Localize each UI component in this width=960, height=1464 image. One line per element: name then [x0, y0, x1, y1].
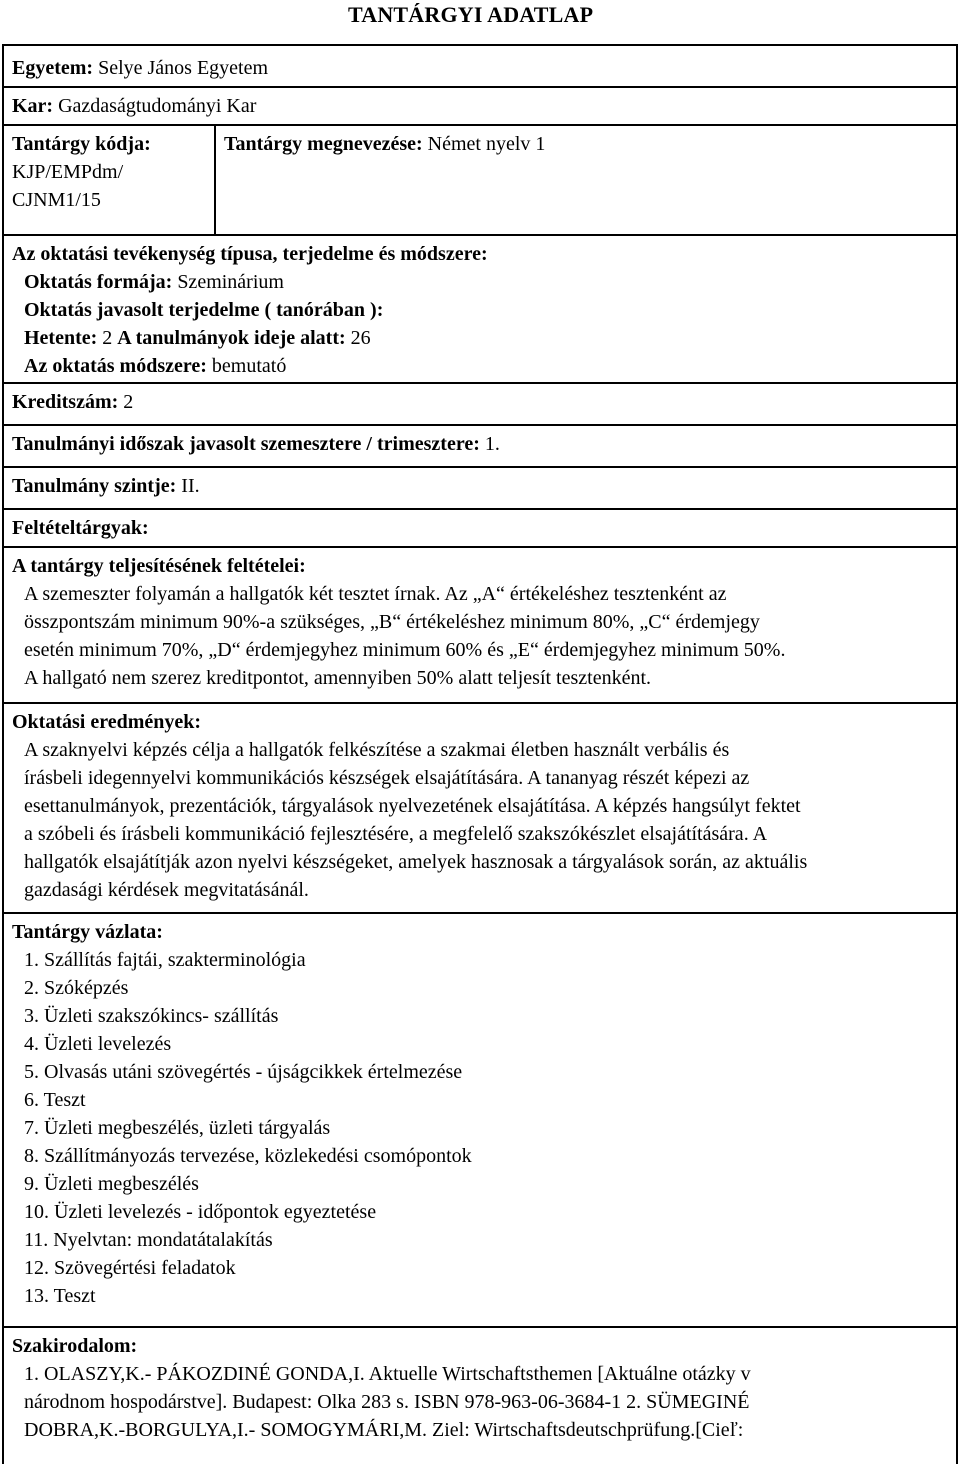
course-code-row — [4, 126, 956, 236]
activity-form-line — [12, 268, 948, 296]
activity-form-value: Szeminárium — [177, 271, 284, 293]
prerequisites-row — [4, 510, 956, 548]
activity-form-label: Oktatás formája: — [24, 271, 173, 293]
completion-line: összpontszám minimum 90%-a szükséges, „B“ értékeléshez minimum 80%, „C“ érdemjegy — [24, 611, 760, 633]
faculty-value: Gazdaságtudományi Kar — [58, 95, 257, 117]
outcomes-line: A szaknyelvi képzés célja a hallgatók felkészítése a szakmai életben használt verbális és — [24, 739, 730, 761]
outline-item: 12. Szövegértési feladatok — [24, 1257, 236, 1279]
literature-line: národnom hospodárstve]. Budapest: Olka 283 s. ISBN 978-963-06-3684-1 2. SÜMEGINÉ — [24, 1391, 750, 1413]
method-label: Az oktatás módszere: — [24, 355, 207, 377]
outline-section — [4, 914, 956, 1328]
outline-item: 4. Üzleti levelezés — [24, 1033, 172, 1055]
outline-item: 10. Üzleti levelezés - időpontok egyeztetése — [24, 1201, 377, 1223]
completion-section — [4, 548, 956, 704]
outline-item: 11. Nyelvtan: mondatátalakítás — [24, 1229, 273, 1251]
literature-line: DOBRA,K.-BORGULYA,I.- SOMOGYMÁRI,M. Ziel: Wirtschaftsdeutschprüfung.[Cieľ: — [24, 1419, 744, 1441]
outline-item: 3. Üzleti szakszókincs- szállítás — [24, 1005, 279, 1027]
outcomes-line: gazdasági kérdések megvitatásánál. — [24, 879, 309, 901]
literature-section — [4, 1328, 956, 1448]
outline-item: 13. Teszt — [24, 1285, 96, 1307]
activity-hours-line — [12, 324, 948, 352]
literature-line: 1. OLASZY,K.- PÁKOZDINÉ GONDA,I. Aktuelle Wirtschaftsthemen [Aktuálne otázky v — [24, 1363, 751, 1385]
course-code-cell — [4, 126, 216, 234]
outline-item: 2. Szóképzés — [24, 977, 129, 999]
outcomes-line: a szóbeli és írásbeli kommunikáció fejlesztésére, a megfelelő szakszókészlet elsajátítására. A — [24, 823, 768, 845]
course-name-cell — [216, 126, 956, 234]
method-value: bemutató — [211, 355, 287, 377]
activity-section — [4, 236, 956, 384]
activity-heading: Az oktatási tevékenység típusa, terjedelme és módszere: — [12, 243, 488, 265]
credits-value: 2 — [123, 391, 134, 413]
document-title: TANTÁRGYI ADATLAP — [348, 2, 594, 27]
activity-method-line — [12, 352, 948, 380]
outcomes-line: esettanulmányok, prezentációk, tárgyalások nyelvezetének elsajátítása. A képzés hangsúlyt fektet — [24, 795, 801, 817]
literature-label: Szakirodalom: — [12, 1335, 138, 1357]
outcomes-section — [4, 704, 956, 914]
level-label: Tanulmány szintje: — [12, 475, 177, 497]
course-datasheet — [2, 44, 958, 1464]
outline-label: Tantárgy vázlata: — [12, 921, 163, 943]
outcomes-line: írásbeli idegennyelvi kommunikációs készségek elsajátítására. A tananyag részét képezi az — [24, 767, 750, 789]
total-value: 26 — [350, 327, 371, 349]
activity-scope-label: Oktatás javasolt terjedelme ( tanórában ): — [24, 299, 384, 321]
course-name-value: Német nyelv 1 — [427, 133, 546, 155]
credits-row — [4, 384, 956, 426]
total-label: A tanulmányok ideje alatt: — [117, 327, 346, 349]
completion-line: esetén minimum 70%, „D“ érdemjegyhez minimum 60% és „E“ érdemjegyhez minimum 50%. — [24, 639, 786, 661]
semester-row — [4, 426, 956, 468]
course-code-label: Tantárgy kódja: — [12, 133, 151, 155]
faculty-label: Kar: — [12, 95, 54, 117]
university-label: Egyetem: — [12, 57, 94, 79]
completion-line: A szemeszter folyamán a hallgatók két tesztet írnak. Az „A“ értékeléshez tesztenként az — [24, 583, 727, 605]
outline-item: 1. Szállítás fajtái, szakterminológia — [24, 949, 306, 971]
semester-label: Tanulmányi időszak javasolt szemesztere / trimesztere: — [12, 433, 480, 455]
prerequisites-label: Feltételtárgyak: — [12, 517, 149, 539]
course-name-label: Tantárgy megnevezése: — [224, 133, 423, 155]
weekly-label: Hetente: — [24, 327, 98, 349]
university-row — [4, 46, 956, 88]
outline-item: 5. Olvasás utáni szövegértés - újságcikkek értelmezése — [24, 1061, 463, 1083]
completion-label: A tantárgy teljesítésének feltételei: — [12, 555, 306, 577]
credits-label: Kreditszám: — [12, 391, 119, 413]
outline-item: 7. Üzleti megbeszélés, üzleti tárgyalás — [24, 1117, 331, 1139]
outcomes-label: Oktatási eredmények: — [12, 711, 202, 733]
outline-item: 8. Szállítmányozás tervezése, közlekedési csomópontok — [24, 1145, 472, 1167]
university-value: Selye János Egyetem — [98, 57, 269, 79]
outline-item: 9. Üzleti megbeszélés — [24, 1173, 199, 1195]
faculty-row — [4, 88, 956, 126]
weekly-value: 2 — [102, 327, 113, 349]
semester-value: 1. — [484, 433, 500, 455]
level-row — [4, 468, 956, 510]
course-code-line: KJP/EMPdm/ — [12, 161, 124, 183]
outline-item: 6. Teszt — [24, 1089, 86, 1111]
level-value: II. — [181, 475, 200, 497]
course-code-line: CJNM1/15 — [12, 189, 101, 211]
outcomes-line: hallgatók elsajátítják azon nyelvi készségeket, amelyek hasznosak a tárgyalások során, az aktuális — [24, 851, 808, 873]
completion-line: A hallgató nem szerez kreditpontot, amennyiben 50% alatt teljesít tesztenként. — [24, 667, 652, 689]
